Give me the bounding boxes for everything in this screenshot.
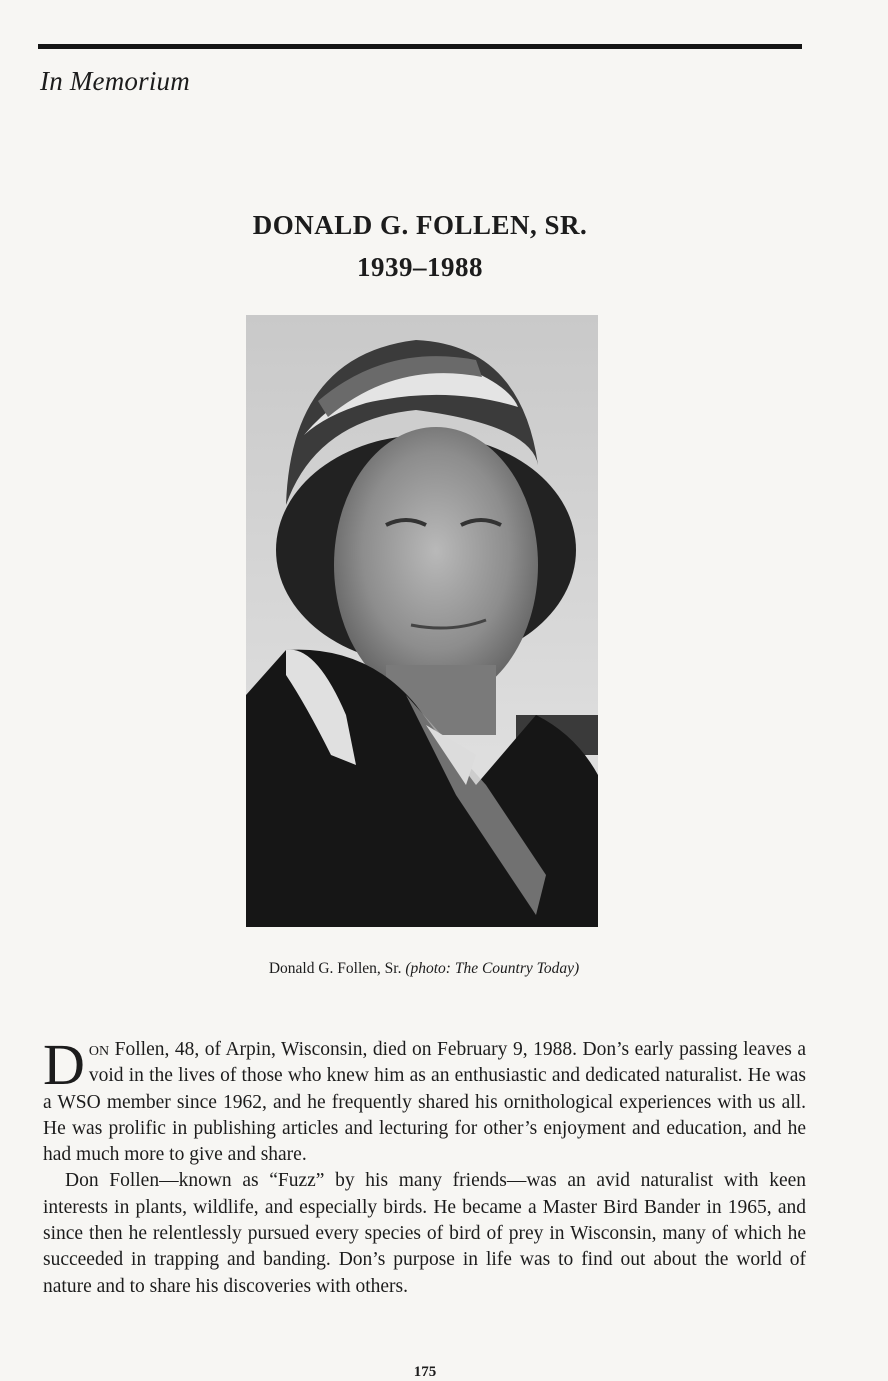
photo-caption: [0, 960, 848, 978]
caption-name: Donald G. Follen, Sr.: [268, 960, 402, 977]
portrait-photo: [246, 315, 598, 927]
obituary-years: 1939–1988: [357, 252, 483, 282]
obituary-name: DONALD G. FOLLEN, SR.: [252, 210, 588, 240]
drop-cap: D: [43, 1032, 85, 1097]
section-label: In Memorium: [40, 66, 190, 96]
paragraph-1: [43, 1032, 806, 1168]
first-word: on: [88, 1039, 110, 1060]
paragraph-2: Don Follen—known as “Fuzz” by his many friends—was an avid naturalist with keen interests in plants, wildlife, and especially birds. He became a Master Bird Bander in 1965, and since then he relentlessly pursued every species of bird of prey in Wisconsin, many of which he succeeded in trapping and banding. Don’s purpose in life was to find out about the world of nature and to share his discoveries with others.: [43, 1170, 806, 1297]
paragraph-1-text: Follen, 48, of Arpin, Wisconsin, died on February 9, 1988. Don’s early passing leaves a void in the lives of those who knew him as an enthusiastic and dedicated naturalist. He was a WSO member since 1962, and he frequently shared his ornithological experiences with us all. He was prolific in publishing articles and lecturing for other’s enjoyment and education, and he had much more to give and share.: [43, 1039, 806, 1166]
page-number: 175: [413, 1364, 437, 1380]
caption-credit: (photo: The Country Today): [405, 960, 580, 977]
header-rule: [38, 44, 802, 49]
article-body: [43, 1032, 806, 1300]
